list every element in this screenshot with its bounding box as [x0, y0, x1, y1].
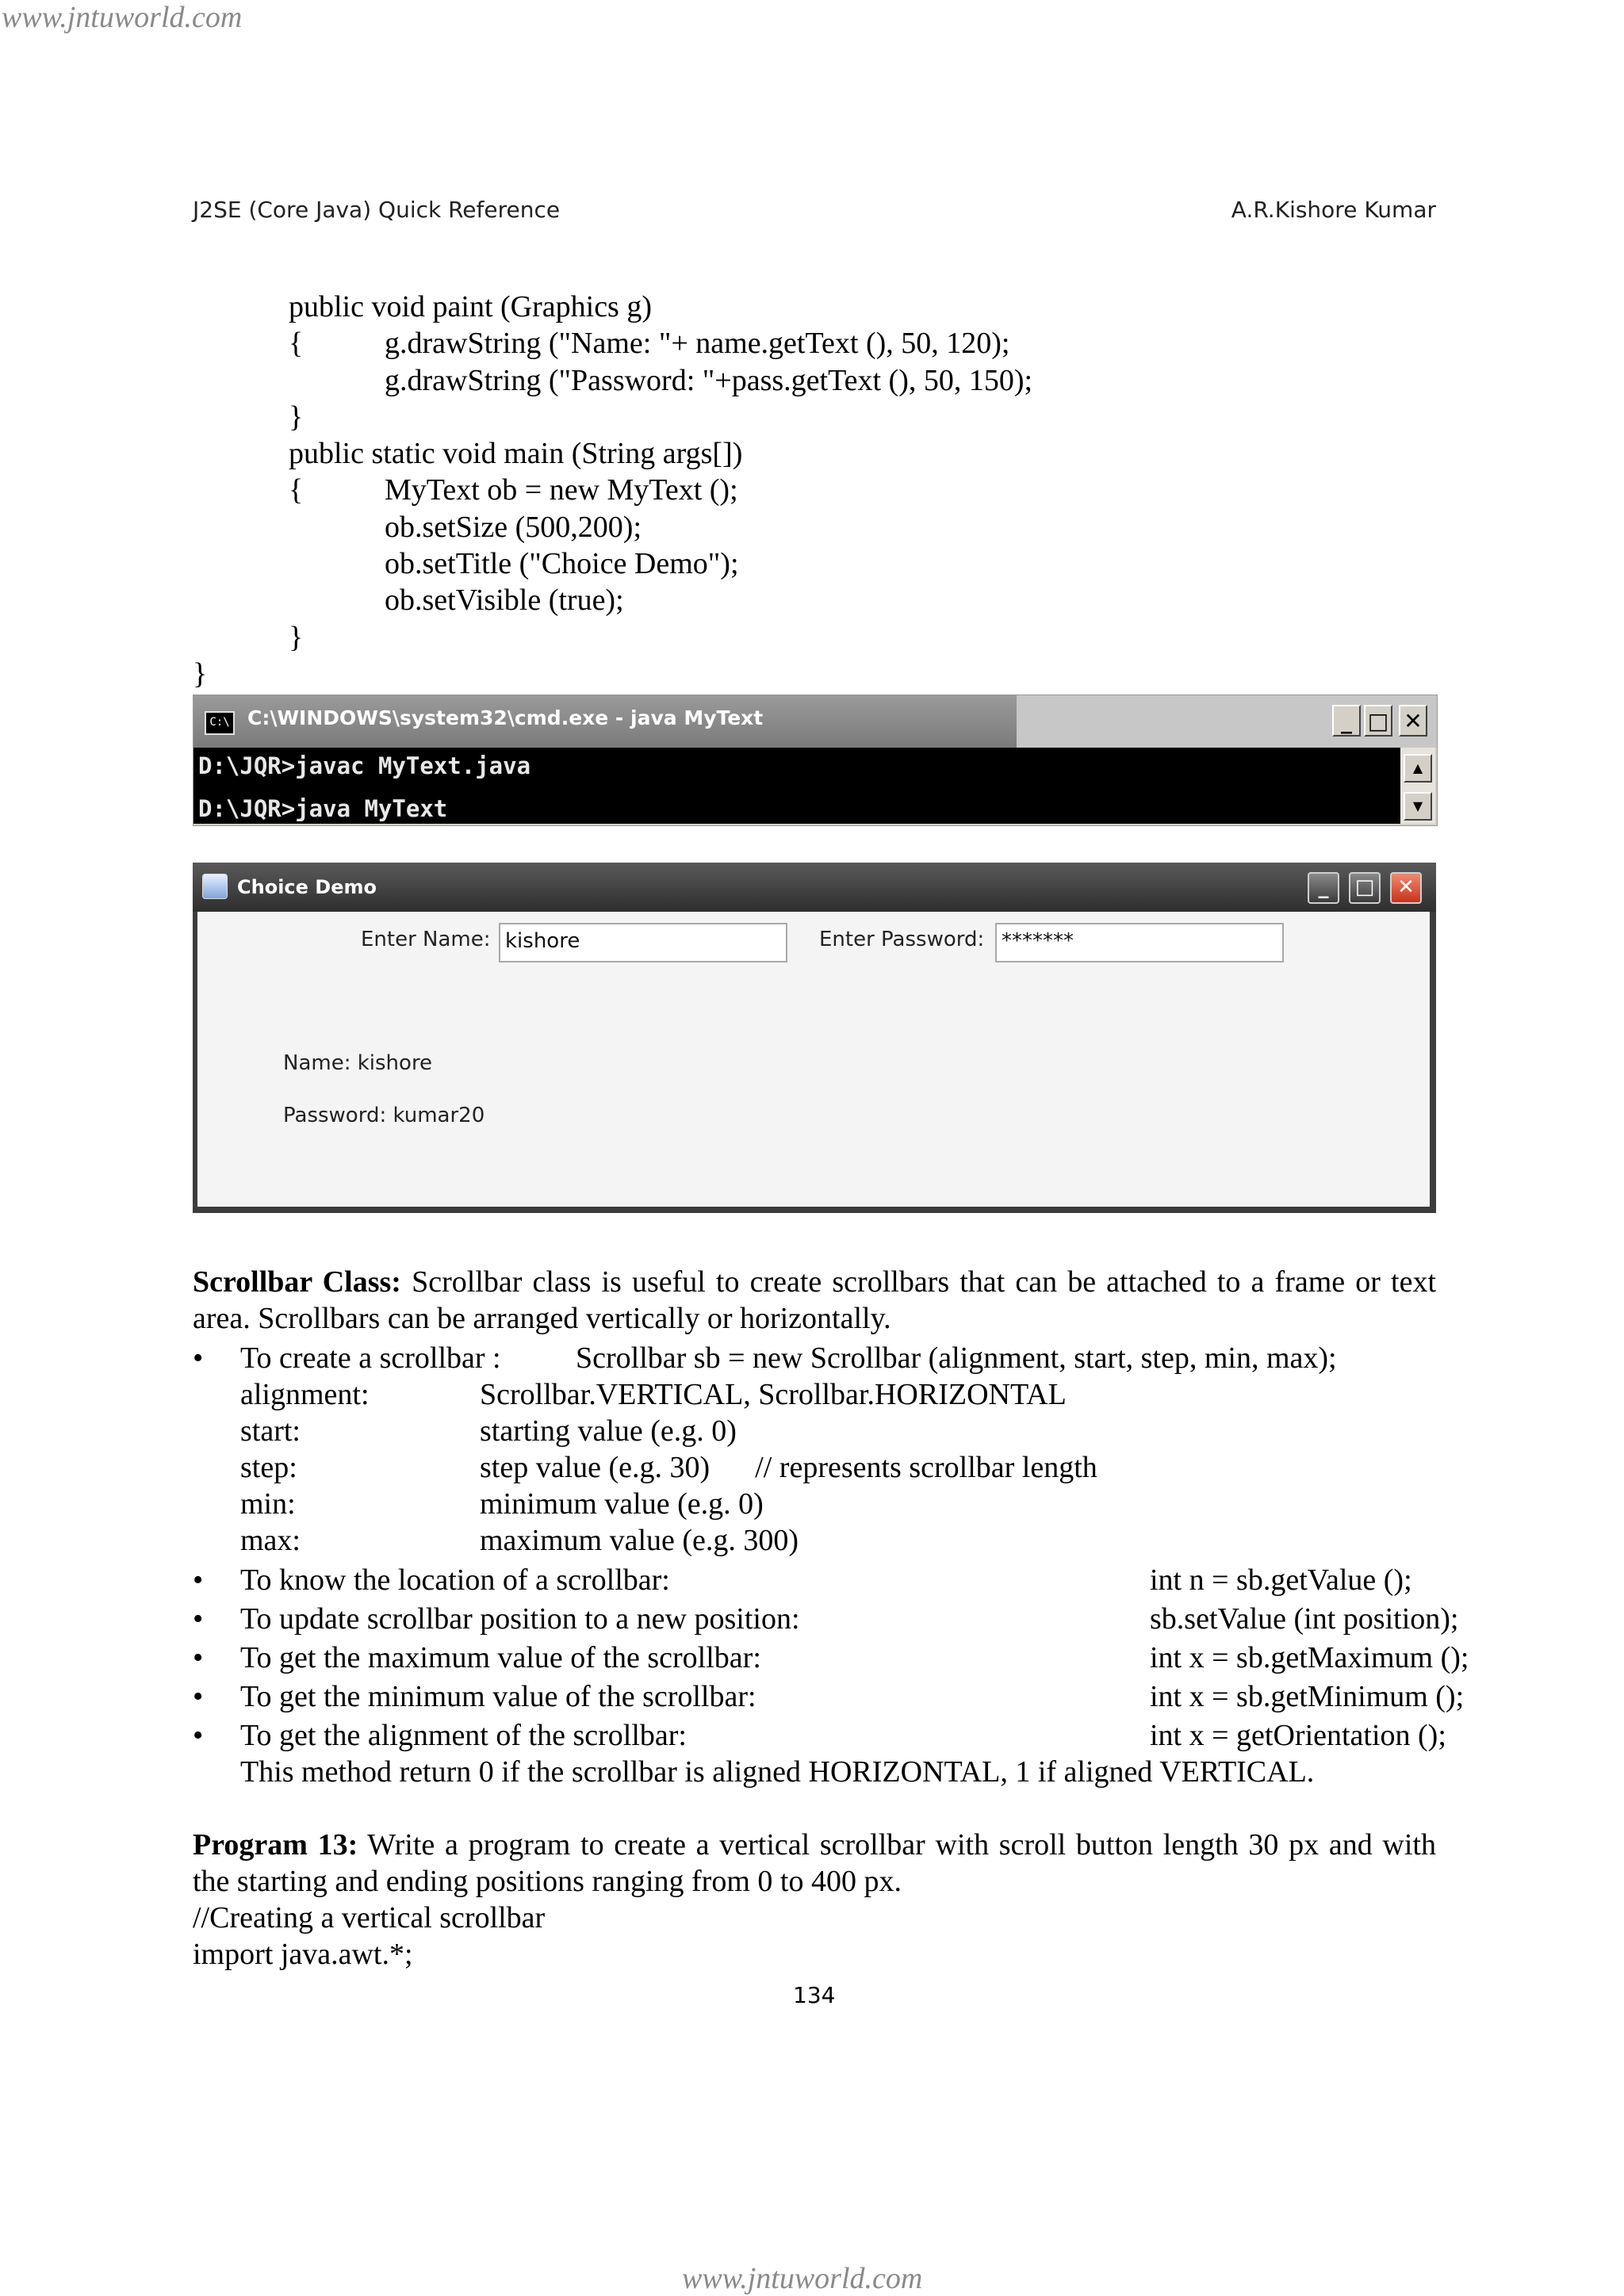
orientation-note: This method return 0 if the scrollbar is aligned HORIZONTAL, 1 if aligned VERTICAL.: [240, 1755, 1315, 1789]
cmd-window: [193, 695, 1438, 826]
program-heading: Program 13:: [193, 1828, 358, 1862]
method-desc: To get the maximum value of the scrollbar:: [240, 1641, 761, 1674]
close-button[interactable]: ✕: [1399, 705, 1427, 737]
console-line: D:\JQR>javac MyText.java: [198, 752, 531, 779]
param-desc: minimum value (e.g. 0): [480, 1487, 764, 1521]
cmd-console: [193, 748, 1400, 824]
param-name: start:: [240, 1414, 301, 1448]
code-import: import java.awt.*;: [193, 1938, 413, 1971]
demo-title-bar: [193, 863, 1436, 912]
minimize-button[interactable]: _: [1332, 705, 1361, 737]
maximize-button[interactable]: □: [1349, 872, 1381, 904]
console-line: D:\JQR>java MyText: [198, 795, 448, 822]
scroll-down-icon[interactable]: ▼: [1404, 792, 1432, 821]
param-desc: maximum value (e.g. 300): [480, 1524, 799, 1557]
param-name: alignment:: [240, 1378, 370, 1411]
demo-content: [197, 912, 1430, 1207]
program-description: [193, 1827, 1436, 1900]
code-text: MyText ob = new MyText ();: [385, 473, 738, 507]
code-line: }: [289, 400, 304, 434]
scrollbar-intro: [193, 1264, 1436, 1337]
page-number: 134: [793, 1982, 836, 2008]
param-name: max:: [240, 1524, 301, 1557]
cmd-title: C:\WINDOWS\system32\cmd.exe - java MyText: [247, 706, 764, 729]
output-name: Name: kishore: [283, 1051, 433, 1075]
cmd-icon: C:\: [205, 711, 235, 735]
header-title: J2SE (Core Java) Quick Reference: [193, 197, 561, 223]
demo-title: Choice Demo: [237, 876, 377, 898]
cmd-scrollbar[interactable]: [1400, 748, 1435, 824]
minimize-button[interactable]: _: [1308, 872, 1339, 904]
name-field[interactable]: kishore: [499, 923, 787, 962]
param-row: [240, 1522, 799, 1559]
java-cup-icon: [202, 874, 228, 899]
param-name: min:: [240, 1487, 296, 1521]
method-desc: To update scrollbar position to a new position:: [240, 1602, 800, 1636]
code-line: public static void main (String args[]): [289, 437, 743, 471]
code-line: ob.setVisible (true);: [385, 584, 624, 618]
param-row: [240, 1486, 764, 1522]
program-text: Write a program to create a vertical scrollbar with scroll button length 30 px and with the starting and ending positions ranging from 0 to 400 px.: [193, 1828, 1436, 1899]
param-row: [240, 1413, 737, 1449]
code-brace: {: [289, 473, 304, 507]
param-desc: Scrollbar.VERTICAL, Scrollbar.HORIZONTAL: [480, 1378, 1067, 1411]
code-line: ob.setSize (500,200);: [385, 510, 642, 544]
code-line: ob.setTitle ("Choice Demo");: [385, 547, 739, 581]
param-row: [240, 1376, 1067, 1413]
password-field[interactable]: *******: [995, 923, 1284, 962]
choice-demo-window: [193, 863, 1436, 1213]
intro-text: Scrollbar class is useful to create scrollbars that can be attached to a frame or text area. Scrollbars can be arranged vertically or horizontally.: [193, 1265, 1437, 1336]
method-code: int n = sb.getValue ();: [1150, 1563, 1412, 1597]
code-text: g.drawString ("Name: "+ name.getText (), 50, 120);: [385, 327, 1010, 361]
method-code: int x = getOrientation ();: [1150, 1719, 1446, 1752]
list-item-label: To create a scrollbar :: [240, 1341, 501, 1375]
method-code: int x = sb.getMaximum ();: [1150, 1641, 1469, 1674]
param-desc: step value (e.g. 30) // represents scrollbar length: [480, 1451, 1097, 1484]
method-code: sb.setValue (int position);: [1150, 1602, 1459, 1636]
code-brace: {: [289, 327, 304, 361]
code-line: }: [193, 656, 208, 691]
bullet-icon: •: [193, 1719, 204, 1752]
bullet-icon: •: [193, 1602, 204, 1636]
close-button[interactable]: ✕: [1390, 872, 1422, 904]
password-label: Enter Password:: [819, 928, 985, 951]
bullet-icon: •: [193, 1563, 204, 1597]
param-desc: starting value (e.g. 0): [480, 1414, 737, 1448]
code-line: [193, 472, 1032, 508]
param-row: [240, 1449, 1097, 1486]
watermark-bottom: www.jntuworld.com: [682, 2262, 923, 2295]
param-name: step:: [240, 1451, 297, 1484]
name-label: Enter Name:: [361, 928, 491, 951]
method-desc: To know the location of a scrollbar:: [240, 1563, 670, 1597]
bullet-icon: •: [193, 1641, 204, 1674]
method-desc: To get the alignment of the scrollbar:: [240, 1719, 687, 1752]
code-comment: //Creating a vertical scrollbar: [193, 1901, 546, 1934]
watermark-top: www.jntuworld.com: [2, 1, 243, 34]
list-item-code: Scrollbar sb = new Scrollbar (alignment, start, step, min, max);: [576, 1341, 1337, 1375]
output-password: Password: kumar20: [283, 1104, 485, 1127]
section-heading: Scrollbar Class:: [193, 1265, 401, 1299]
method-desc: To get the minimum value of the scrollbar:: [240, 1680, 756, 1713]
code-line: [193, 325, 1032, 362]
code-line: g.drawString ("Password: "+pass.getText (), 50, 150);: [385, 363, 1033, 397]
code-line: }: [289, 620, 304, 654]
method-code: int x = sb.getMinimum ();: [1150, 1680, 1465, 1713]
code-line: public void paint (Graphics g): [289, 290, 653, 323]
header-author: A.R.Kishore Kumar: [1231, 197, 1436, 223]
maximize-button[interactable]: □: [1364, 705, 1392, 737]
cmd-title-bar: [193, 695, 1437, 748]
bullet-icon: •: [193, 1680, 204, 1713]
bullet-icon: •: [193, 1341, 204, 1375]
scroll-up-icon[interactable]: ▲: [1404, 754, 1432, 783]
code-listing-top: [193, 289, 1032, 692]
